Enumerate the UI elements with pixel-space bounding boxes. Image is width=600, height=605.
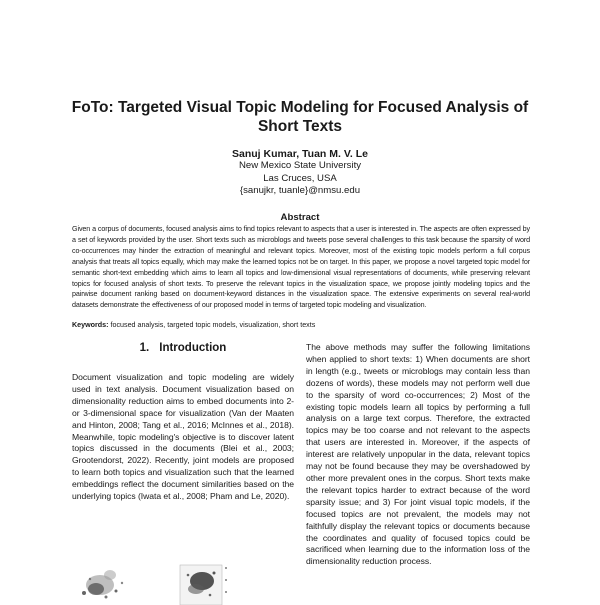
author-location: Las Cruces, USA	[263, 172, 337, 184]
section-number: 1.	[139, 342, 150, 354]
abstract-body: Given a corpus of documents, focused analysis aims to find topics relevant to aspects that a user is interested in. The aspects are often expressed by a set of keywords provided by the user. Short texts such as microblogs and tweets pose several challenges to this task because the sparsity of word co-occurrences may hinder the extraction of meaningful and relevant topics. Moreover, most of the existing topic models perform a full corpus analysis that treats all topics equally, which may make the learned topics not be on target. In this paper, we propose a novel targeted topic model for semantic short-text embedding which aims to learn all topics and low-dimensional visual representations of documents, while preserving relevant topics for focused analysis of short texts. To preserve the relevant topics in the visualization space, we propose jointly modeling topics and the pairwise document ranking based on document-keyword distances in the visualization space. The extensive experiments on several real-world datasets demonstrate the effectiveness of our proposed model in terms of targeted topic modeling and visualization.	[72, 225, 530, 310]
intro-left-column: Document visualization and topic modeling are widely used in text analysis. Document visualization based on dimensionality reduction aims to embed documents into 2- or 3-dimensional space for visualization (Van der Maaten and Hinton, 2008; Tang et al., 2016; McInnes et al., 2018). Meanwhile, topic modeling's objective is to discover latent topics discussed in the documents (Blei et al., 2003; Grootendorst, 2022). Recently, joint models are proposed to learn both topics and visualization such that the learned embeddings reflect the document similarities based on the underlying topics (Iwata et al., 2008; Pham and Le, 2020).	[72, 372, 294, 502]
section-title: Introduction	[159, 342, 227, 354]
abstract-heading: Abstract	[280, 212, 320, 223]
keywords-label: Keywords:	[72, 321, 109, 329]
section-heading-introduction	[72, 342, 294, 354]
keywords-text: focused analysis, targeted topic models, visualization, short texts	[110, 321, 316, 329]
keywords-line	[72, 320, 530, 330]
scatter-panel-middle	[180, 565, 222, 605]
author-names: Sanuj Kumar, Tuan M. V. Le	[232, 148, 368, 160]
intro-right-column: The above methods may suffer the following limitations when applied to short texts: 1) When documents are short in length (e.g., tweets or microblogs may contain less than dozens of words), these models may not perform well due to the sparsity of word co-occurrences; 2) Most of the existing topic models learn all topics by performing a full analysis on a large text corpus. Therefore, the extracted topics may be too coarse and not relevant to the aspects that users are interested in. Moreover, if the aspects of interest are relatively unpopular in the data, relevant topics may not be found because they may be overshadowed by other more prevalent ones in the corpus. Short texts make the relevant topics harder to extract because of the word sparsity issue; and 3) For joint visual topic models, if the focused topics are not prevalent, the models may not faithfully display the relevant topics or documents because the coordinates and quality of focused topics could be sacrificed when learning due to the information loss of the dimensionality reduction process.	[306, 342, 530, 567]
scatter-legend-ticks	[225, 567, 227, 593]
author-block	[150, 148, 450, 197]
paper-title: FoTo: Targeted Visual Topic Modeling for Focused Analysis of Short Texts	[71, 99, 529, 135]
figure-visualization-thumbnail	[72, 545, 298, 605]
author-affiliation: New Mexico State University	[238, 160, 362, 172]
scatter-panel-left	[82, 570, 123, 599]
author-emails: {sanujkr, tuanle}@nmsu.edu	[239, 184, 361, 196]
